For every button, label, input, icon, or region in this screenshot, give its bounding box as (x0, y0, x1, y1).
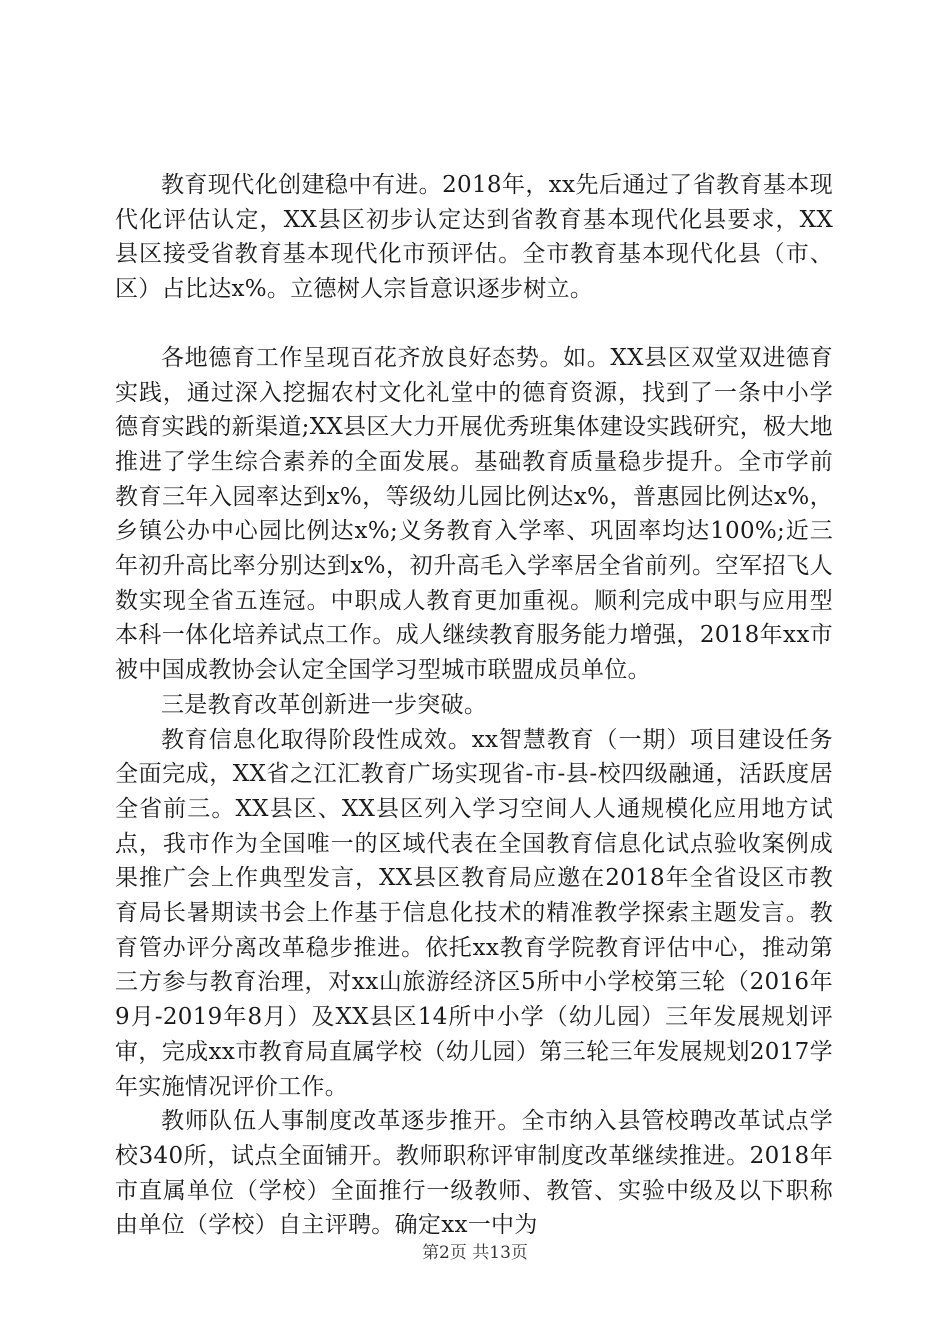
document-body (115, 168, 833, 1243)
paragraph: 三是教育改革创新进一步突破。 (161, 691, 488, 718)
paragraph: 教育信息化取得阶段性成效。xx智慧教育（一期）项目建设任务全面完成，XX省之江汇教育广场实现省-市-县-校四级融通，活跃度居全省前三。XX县区、XX县区列入学习空间人人通规模化应用地方试点，我市作为全国唯一的区域代表在全国教育信息化试点验收案例成果推广会上作典型发言，XX县区教育局应邀在2018年全省设区市教育局长暑期读书会上作基于信息化技术的精准教学探索主题发言。教育管办评分离改革稳步推进。依托xx教育学院教育评估中心，推动第三方参与教育治理，对xx山旅游经济区5所中小学校第三轮（2016年9月-2019年8月）及XX县区14所中小学（幼儿园）三年发展规划评审，完成xx市教育局直属学校（幼儿园）第三轮三年发展规划2017学年实施情况评价工作。 (115, 726, 833, 1100)
paragraph: 各地德育工作呈现百花齐放良好态势。如。XX县区双堂双进德育实践，通过深入挖掘农村文化礼堂中的德育资源，找到了一条中小学德育实践的新渠道;XX县区大力开展优秀班集体建设实践研究，极大地推进了学生综合素养的全面发展。基础教育质量稳步提升。全市学前教育三年入园率达到x%，等级幼儿园比例达x%，普惠园比例达x%，乡镇公办中心园比例达x%;义务教育入学率、巩固率均达100%;近三年初升高比率分别达到x%，初升高毛入学率居全省前列。空军招飞人数实现全省五连冠。中职成人教育更加重视。顺利完成中职与应用型本科一体化培养试点工作。成人继续教育服务能力增强，2018年xx市被中国成教协会认定全国学习型城市联盟成员单位。 (115, 344, 833, 684)
page-number-footer: 第2页 共13页 (422, 1243, 528, 1263)
paragraph: 教师队伍人事制度改革逐步推开。全市纳入县管校聘改革试点学校340所，试点全面铺开。教师职称评审制度改革继续推进。2018年市直属单位（学校）全面推行一级教师、教管、实验中级及以下职称由单位（学校）自主评聘。确定xx一中为 (115, 1108, 833, 1239)
paragraph: 教育现代化创建稳中有进。2018年，xx先后通过了省教育基本现代化评估认定，XX县区初步认定达到省教育基本现代化县要求，XX县区接受省教育基本现代化市预评估。全市教育基本现代化县（市、区）占比达x%。立德树人宗旨意识逐步树立。 (115, 172, 833, 303)
